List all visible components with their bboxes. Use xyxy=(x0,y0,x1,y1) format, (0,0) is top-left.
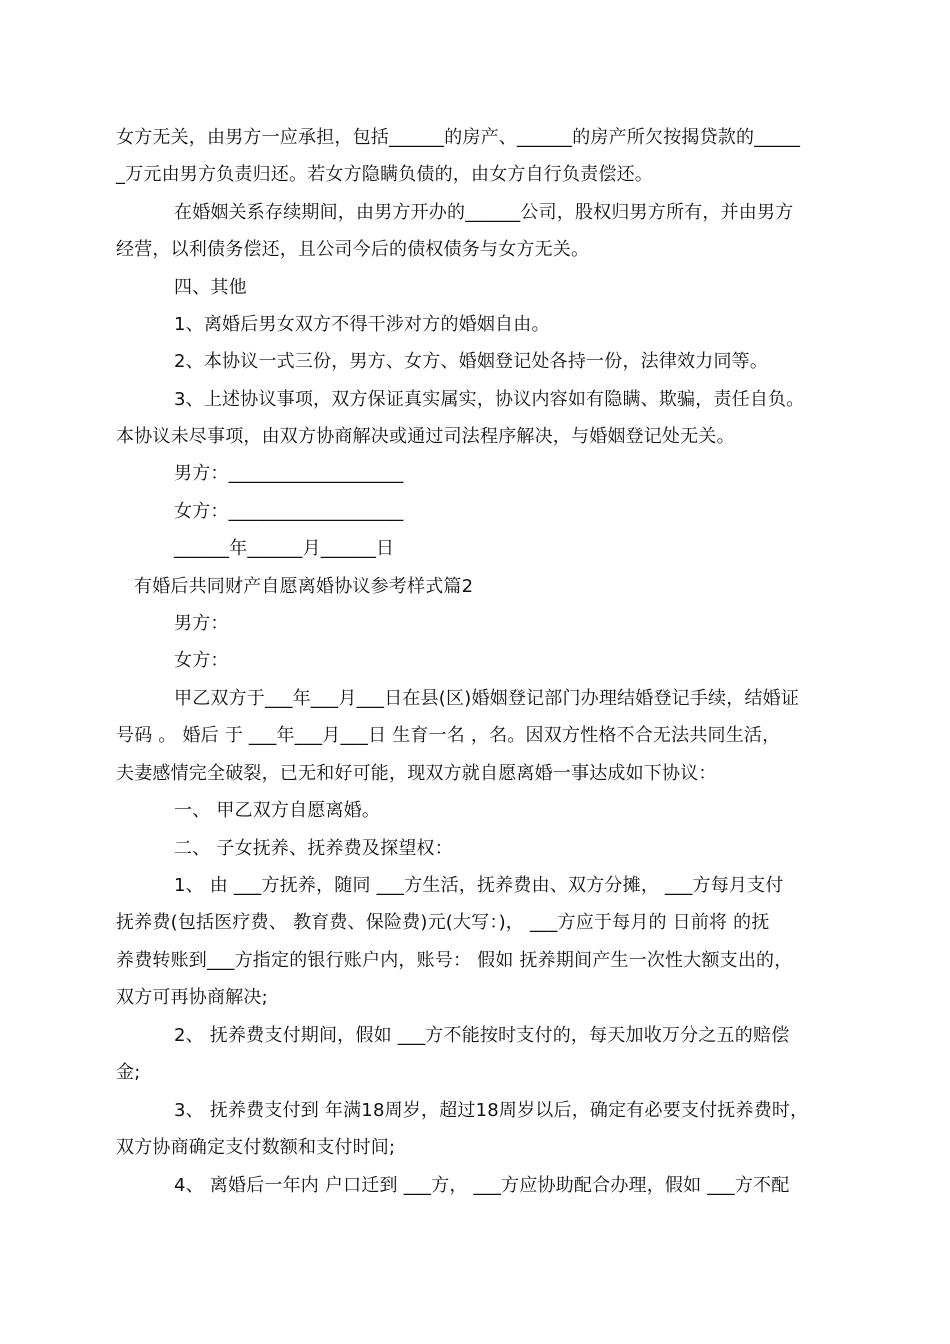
paragraph-line: 号码 。 婚后 于 ___年___月___日 生育一名 ，名。因双方性格不合无法共同生活， xyxy=(116,725,781,746)
paragraph-line: _万元由男方负责归还。若女方隐瞒负债的，由女方自行负责偿还。 xyxy=(116,164,653,185)
paragraph-line: 在婚姻关系存续期间，由男方开办的______公司，股权归男方所有，并由男方 xyxy=(174,202,794,223)
paragraph-line: 1、 由 ___方抚养，随同 ___方生活，抚养费由、双方分摊， ___方每月支付 xyxy=(174,875,784,896)
paragraph-line: 本协议未尽事项，由双方协商解决或通过司法程序解决，与婚姻登记处无关。 xyxy=(116,426,735,447)
party-male: 男方： xyxy=(174,613,229,634)
paragraph-line: 金; xyxy=(116,1062,141,1083)
date-line: ______年______月______日 xyxy=(174,538,395,559)
paragraph-line: 2、 抚养费支付期间，假如 ___方不能按时支付的，每天加收万分之五的赔偿 xyxy=(174,1025,790,1046)
paragraph-line: 甲乙双方于___年___月___日在县(区)婚姻登记部门办理结婚登记手续，结婚证 xyxy=(174,688,800,709)
paragraph-line: 经营，以利债务偿还，且公司今后的债权债务与女方无关。 xyxy=(116,239,590,260)
signature-line-male: 男方：___________________ xyxy=(174,463,404,484)
paragraph-line: 抚养费(包括医疗费、 教育费、保险费)元(大写：)， ___方应于每月的 日前将 的抚 xyxy=(116,912,770,933)
clause-heading: 二、 子女抚养、抚养费及探望权： xyxy=(174,838,453,859)
section-heading: 四、其他 xyxy=(174,277,247,298)
paragraph-line: 1、离婚后男女双方不得干涉对方的婚姻自由。 xyxy=(174,314,550,335)
paragraph-line: 3、 抚养费支付到 年满18周岁，超过18周岁以后，确定有必要支付抚养费时， xyxy=(174,1100,809,1121)
paragraph-line: 夫妻感情完全破裂，已无和好可能，现双方就自愿离婚一事达成如下协议： xyxy=(116,763,717,784)
party-female: 女方： xyxy=(174,650,229,671)
clause-heading: 一、 甲乙双方自愿离婚。 xyxy=(174,800,381,821)
paragraph-line: 2、本协议一式三份，男方、女方、婚姻登记处各持一份，法律效力同等。 xyxy=(174,351,769,372)
paragraph-line: 3、上述协议事项，双方保证真实属实，协议内容如有隐瞒、欺骗，责任自负。 xyxy=(174,389,805,410)
document-title: 有婚后共同财产自愿离婚协议参考样式篇2 xyxy=(134,576,474,597)
paragraph-line: 双方可再协商解决; xyxy=(116,987,268,1008)
paragraph-line: 4、 离婚后一年内 户口迁到 ___方， ___方应协助配合办理，假如 ___方不配 xyxy=(174,1175,790,1196)
paragraph-line: 养费转账到___方指定的银行账户内，账号： 假如 抚养期间产生一次性大额支出的， xyxy=(116,950,793,971)
paragraph-line: 双方协商确定支付数额和支付时间; xyxy=(116,1137,396,1158)
paragraph-line: 女方无关，由男方一应承担，包括______的房产、______的房产所欠按揭贷款的_____ xyxy=(116,127,801,148)
signature-line-female: 女方：___________________ xyxy=(174,501,404,522)
